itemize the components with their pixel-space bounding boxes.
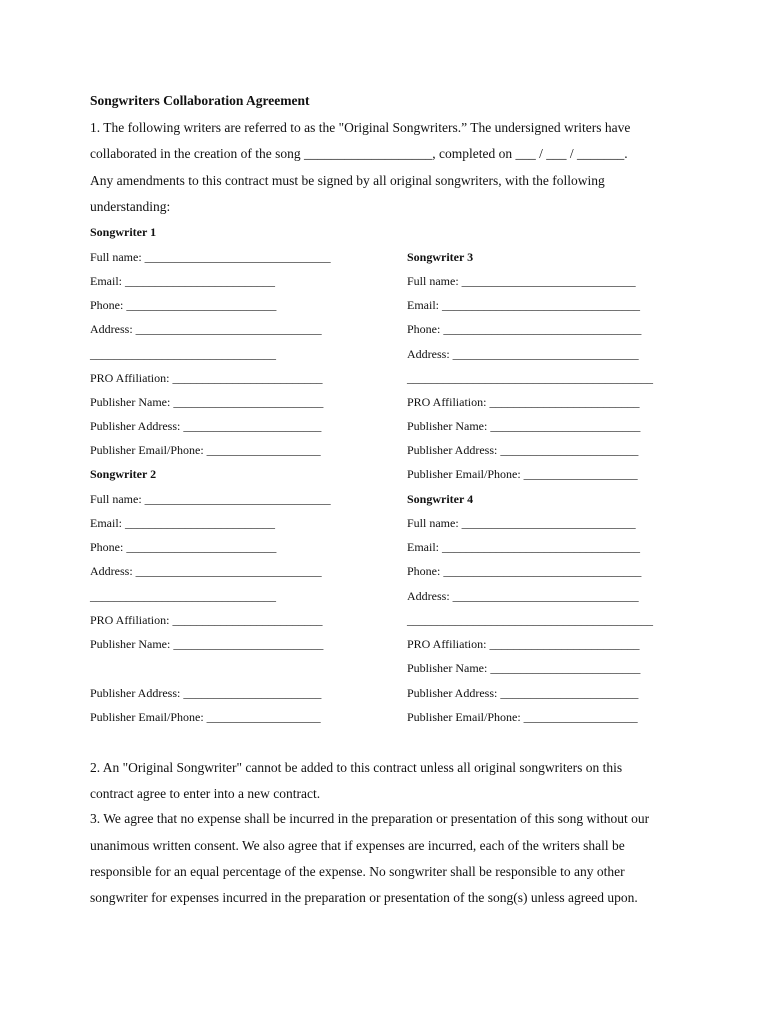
songwriter-2-phone-field[interactable]: Phone: _________________________ bbox=[90, 540, 277, 554]
songwriter-1-heading: Songwriter 1 bbox=[90, 225, 157, 239]
songwriter-4-publisher-address-field[interactable]: Publisher Address: _______________________ bbox=[407, 686, 639, 700]
songwriter-2-heading: Songwriter 2 bbox=[90, 467, 157, 481]
section-3-line-1: 3. We agree that no expense shall be incurred in the preparation or presentation of this song without our bbox=[90, 811, 650, 826]
section-2-line-2: contract agree to enter into a new contract. bbox=[90, 786, 321, 801]
intro-line-3: Any amendments to this contract must be signed by all original songwriters, with the following bbox=[90, 173, 605, 188]
songwriter-2-full-name-field[interactable]: Full name: _______________________________ bbox=[90, 492, 331, 506]
songwriter-1-publisher-name-field[interactable]: Publisher Name: _________________________ bbox=[90, 395, 324, 409]
songwriter-3-publisher-name-field[interactable]: Publisher Name: _________________________ bbox=[407, 419, 641, 433]
songwriter-4-heading: Songwriter 4 bbox=[407, 492, 474, 506]
section-3-line-2: unanimous written consent. We also agree that if expenses are incurred, each of the writers shall be bbox=[90, 838, 625, 853]
songwriter-4-pro-field[interactable]: PRO Affiliation: _________________________ bbox=[407, 637, 640, 651]
songwriter-3-publisher-address-field[interactable]: Publisher Address: _______________________ bbox=[407, 443, 639, 457]
section-3-line-3: responsible for an equal percentage of the expense. No songwriter shall be responsible to any other bbox=[90, 864, 625, 879]
songwriter-1-pro-field[interactable]: PRO Affiliation: _________________________ bbox=[90, 371, 323, 385]
intro-line-2: collaborated in the creation of the song ___________________, completed on ___ / ___ / _______. bbox=[90, 146, 628, 161]
songwriter-2-publisher-email-field[interactable]: Publisher Email/Phone: ___________________ bbox=[90, 710, 321, 724]
songwriter-1-email-field[interactable]: Email: _________________________ bbox=[90, 274, 275, 288]
songwriter-3-heading: Songwriter 3 bbox=[407, 250, 474, 264]
songwriter-4-full-name-field[interactable]: Full name: _____________________________ bbox=[407, 516, 636, 530]
songwriter-1-address-line-2[interactable]: _______________________________ bbox=[90, 347, 276, 361]
songwriter-2-email-field[interactable]: Email: _________________________ bbox=[90, 516, 275, 530]
songwriter-3-publisher-email-field[interactable]: Publisher Email/Phone: ___________________ bbox=[407, 467, 638, 481]
songwriter-4-publisher-name-field[interactable]: Publisher Name: _________________________ bbox=[407, 661, 641, 675]
section-2-line-1: 2. An "Original Songwriter" cannot be added to this contract unless all original songwriters on this bbox=[90, 760, 623, 775]
songwriter-1-phone-field[interactable]: Phone: _________________________ bbox=[90, 298, 277, 312]
songwriter-4-email-field[interactable]: Email: _________________________________ bbox=[407, 540, 640, 554]
songwriter-2-publisher-name-field[interactable]: Publisher Name: _________________________ bbox=[90, 637, 324, 651]
songwriter-1-publisher-address-field[interactable]: Publisher Address: _______________________ bbox=[90, 419, 322, 433]
songwriter-4-address-field[interactable]: Address: _______________________________ bbox=[407, 589, 639, 603]
songwriter-3-address-field[interactable]: Address: _______________________________ bbox=[407, 347, 639, 361]
songwriter-4-address-line-2[interactable]: _________________________________________ bbox=[407, 613, 653, 627]
songwriter-1-address-field[interactable]: Address: _______________________________ bbox=[90, 322, 322, 336]
songwriter-3-address-line-2[interactable]: _________________________________________ bbox=[407, 371, 653, 385]
songwriter-1-publisher-email-field[interactable]: Publisher Email/Phone: ___________________ bbox=[90, 443, 321, 457]
songwriter-3-phone-field[interactable]: Phone: _________________________________ bbox=[407, 322, 642, 336]
songwriter-2-publisher-address-field[interactable]: Publisher Address: _______________________ bbox=[90, 686, 322, 700]
intro-line-1: 1. The following writers are referred to as the "Original Songwriters.” The undersigned writers have bbox=[90, 120, 631, 135]
songwriter-2-address-field[interactable]: Address: _______________________________ bbox=[90, 564, 322, 578]
document-title: Songwriters Collaboration Agreement bbox=[90, 93, 310, 108]
songwriter-3-email-field[interactable]: Email: _________________________________ bbox=[407, 298, 640, 312]
songwriter-4-publisher-email-field[interactable]: Publisher Email/Phone: ___________________ bbox=[407, 710, 638, 724]
songwriter-3-full-name-field[interactable]: Full name: _____________________________ bbox=[407, 274, 636, 288]
songwriter-1-full-name-field[interactable]: Full name: _______________________________ bbox=[90, 250, 331, 264]
songwriter-2-pro-field[interactable]: PRO Affiliation: _________________________ bbox=[90, 613, 323, 627]
songwriter-4-phone-field[interactable]: Phone: _________________________________ bbox=[407, 564, 642, 578]
section-3-line-4: songwriter for expenses incurred in the preparation or presentation of the song(s) unless agreed upon. bbox=[90, 890, 638, 905]
songwriter-2-address-line-2[interactable]: _______________________________ bbox=[90, 589, 276, 603]
intro-line-4: understanding: bbox=[90, 199, 171, 214]
songwriter-3-pro-field[interactable]: PRO Affiliation: _________________________ bbox=[407, 395, 640, 409]
